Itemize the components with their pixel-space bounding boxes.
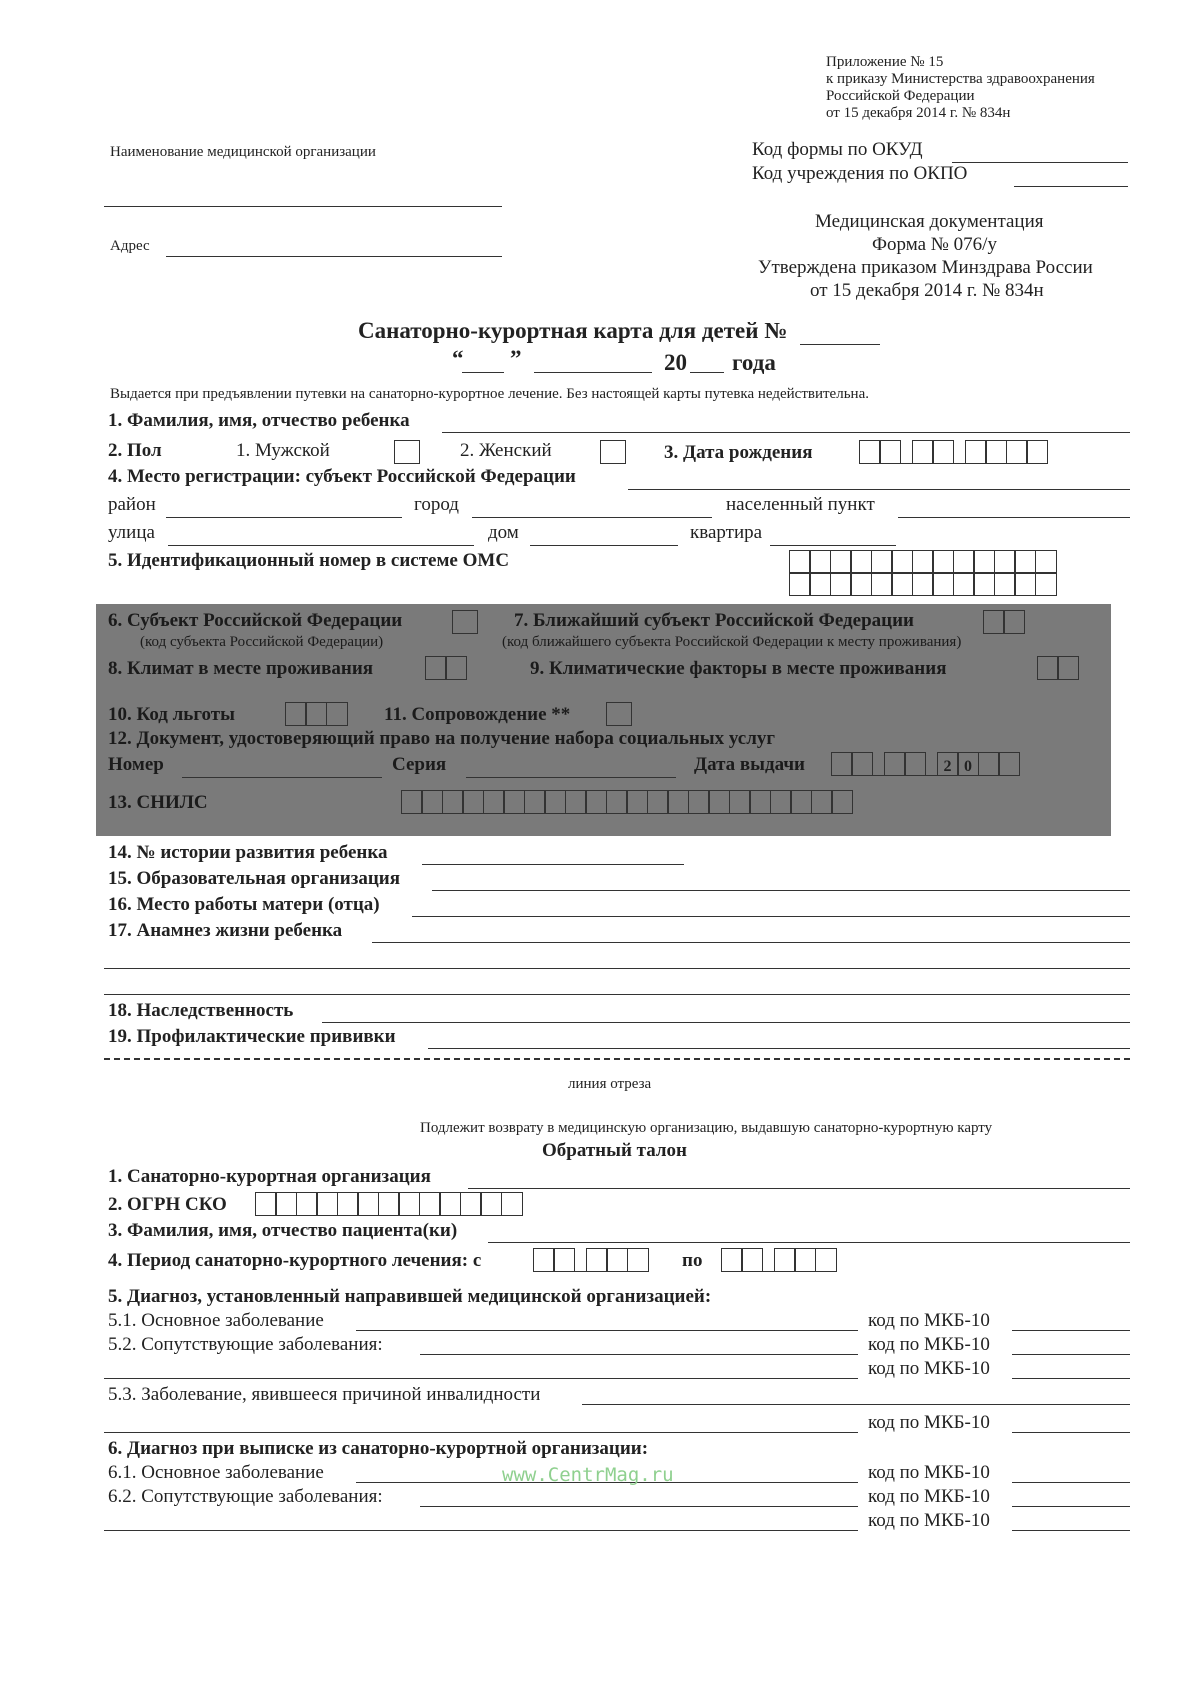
- locality-label: населенный пункт: [726, 494, 875, 515]
- field-6-sublabel: (код субъекта Российской Федерации): [140, 634, 384, 650]
- field-12-label: 12. Документ, удостоверяющий право на получение набора социальных услуг: [108, 728, 775, 749]
- female-checkbox[interactable]: [600, 440, 626, 464]
- mkb-label-62a: код по МКБ-10: [868, 1486, 990, 1507]
- coupon-field-3-label: 3. Фамилия, имя, отчество пациента(ки): [108, 1220, 458, 1241]
- field-17-line-3[interactable]: [104, 994, 1130, 995]
- date-open-quote: “: [452, 346, 464, 371]
- field-1-line[interactable]: [442, 432, 1130, 433]
- coupon-title: Обратный талон: [542, 1140, 688, 1161]
- issue-year-digit-1: 2: [937, 752, 959, 776]
- doc-block-1: Медицинская документация: [815, 211, 1044, 232]
- cut-dashed-line: [104, 1058, 1130, 1060]
- okud-label: Код формы по ОКУД: [752, 139, 923, 160]
- mkb-label-52a: код по МКБ-10: [868, 1334, 990, 1355]
- field-1-label: 1. Фамилия, имя, отчество ребенка: [108, 410, 410, 431]
- coupon-field-51-line[interactable]: [356, 1330, 858, 1331]
- mkb-label-61: код по МКБ-10: [868, 1462, 990, 1483]
- coupon-field-62-line[interactable]: [420, 1506, 858, 1507]
- issue-date-cells[interactable]: [832, 752, 1020, 776]
- field-17-line-2[interactable]: [104, 968, 1130, 969]
- mkb-line-61[interactable]: [1012, 1482, 1130, 1483]
- coupon-field-52-line[interactable]: [420, 1354, 858, 1355]
- coupon-field-53-line[interactable]: [582, 1404, 1130, 1405]
- year-prefix: 20: [664, 350, 687, 375]
- field-18-line[interactable]: [322, 1022, 1130, 1023]
- street-line[interactable]: [168, 545, 474, 546]
- card-number-line[interactable]: [800, 344, 880, 345]
- mkb-line-52b[interactable]: [1012, 1378, 1130, 1379]
- coupon-field-53-label: 5.3. Заболевание, явившееся причиной инвалидности: [108, 1384, 541, 1405]
- mkb-line-62a[interactable]: [1012, 1506, 1130, 1507]
- coupon-field-62-label: 6.2. Сопутствующие заболевания:: [108, 1486, 383, 1507]
- coupon-field-4-label: 4. Период санаторно-курортного лечения: с: [108, 1250, 482, 1271]
- field-7-sublabel: (код ближайшего субъекта Российской Федерации к месту проживания): [502, 634, 962, 650]
- field-17-line-1[interactable]: [372, 942, 1130, 943]
- org-name-line[interactable]: [104, 206, 502, 207]
- date-close-quote: ”: [510, 346, 522, 371]
- district-label: район: [108, 494, 156, 515]
- city-line[interactable]: [472, 517, 712, 518]
- city-label: город: [414, 494, 459, 515]
- mkb-label-52b: код по МКБ-10: [868, 1358, 990, 1379]
- apartment-label: квартира: [690, 522, 763, 543]
- field-5-label: 5. Идентификационный номер в системе ОМС: [108, 550, 510, 571]
- period-to-cells[interactable]: [722, 1248, 837, 1272]
- field-8-label: 8. Климат в месте проживания: [108, 658, 374, 679]
- appendix-line-2: к приказу Министерства здравоохранения: [826, 71, 1095, 87]
- watermark: www.CentrMag.ru: [502, 1464, 674, 1486]
- page-title: Санаторно-курортная карта для детей №: [358, 318, 788, 343]
- coupon-field-1-label: 1. Санаторно-курортная организация: [108, 1166, 431, 1187]
- mkb-label-51: код по МКБ-10: [868, 1310, 990, 1331]
- cut-line-label: линия отреза: [568, 1076, 652, 1092]
- address-label: Адрес: [110, 238, 150, 254]
- birth-date-cells[interactable]: [860, 440, 1048, 464]
- field-8-cells[interactable]: [426, 656, 467, 680]
- female-label: 2. Женский: [460, 440, 552, 461]
- okpo-line[interactable]: [1014, 186, 1128, 187]
- male-label: 1. Мужской: [236, 440, 330, 461]
- field-14-line[interactable]: [422, 864, 684, 865]
- field-13-label: 13. СНИЛС: [108, 792, 208, 813]
- appendix-line-3: Российской Федерации: [826, 88, 975, 104]
- mkb-label-53: код по МКБ-10: [868, 1412, 990, 1433]
- field-7-cells[interactable]: [984, 610, 1025, 634]
- field-10-label: 10. Код льготы: [108, 704, 235, 725]
- year-line[interactable]: [690, 372, 724, 373]
- snils-cells[interactable]: [402, 790, 853, 814]
- field-14-label: 14. № истории развития ребенка: [108, 842, 388, 863]
- coupon-field-5-label: 5. Диагноз, установленный направившей медицинской организацией:: [108, 1286, 712, 1307]
- period-to-label: по: [682, 1250, 703, 1271]
- org-name-label: Наименование медицинской организации: [110, 144, 376, 160]
- field-10-cells[interactable]: [286, 702, 348, 726]
- number-label: Номер: [108, 754, 164, 775]
- district-line[interactable]: [166, 517, 402, 518]
- field-15-line[interactable]: [432, 890, 1130, 891]
- locality-line[interactable]: [898, 517, 1130, 518]
- house-label: дом: [488, 522, 519, 543]
- doc-block-4: от 15 декабря 2014 г. № 834н: [810, 280, 1044, 301]
- field-11-label: 11. Сопровождение **: [384, 704, 571, 725]
- field-3-label: 3. Дата рождения: [664, 442, 813, 463]
- field-7-label: 7. Ближайший субъект Российской Федерации: [514, 610, 915, 631]
- field-19-line[interactable]: [428, 1048, 1130, 1049]
- okud-line[interactable]: [952, 162, 1128, 163]
- field-4-line[interactable]: [628, 489, 1130, 490]
- coupon-field-1-line[interactable]: [468, 1188, 1130, 1189]
- series-line[interactable]: [466, 777, 676, 778]
- coupon-field-52-label: 5.2. Сопутствующие заболевания:: [108, 1334, 383, 1355]
- male-checkbox[interactable]: [394, 440, 420, 464]
- appendix-line-4: от 15 декабря 2014 г. № 834н: [826, 105, 1011, 121]
- ogrn-cells[interactable]: [256, 1192, 523, 1216]
- date-month-line[interactable]: [534, 372, 652, 373]
- field-18-label: 18. Наследственность: [108, 1000, 294, 1021]
- oms-cells-row-2[interactable]: [790, 572, 1057, 596]
- mkb-line-53[interactable]: [1012, 1432, 1130, 1433]
- coupon-field-53-line-2[interactable]: [104, 1432, 858, 1433]
- mkb-line-52a[interactable]: [1012, 1354, 1130, 1355]
- issue-year-digit-2: 0: [957, 752, 979, 776]
- field-11-box[interactable]: [606, 702, 632, 726]
- doc-block-3: Утверждена приказом Минздрава России: [758, 257, 1093, 278]
- validity-note: Выдается при предъявлении путевки на санаторно-курортное лечение. Без настоящей карты путевка недействительна.: [110, 386, 869, 402]
- field-9-label: 9. Климатические факторы в месте проживания: [530, 658, 947, 679]
- mkb-label-62b: код по МКБ-10: [868, 1510, 990, 1531]
- period-from-cells[interactable]: [534, 1248, 649, 1272]
- field-2-label: 2. Пол: [108, 440, 162, 461]
- coupon-field-62-line-2[interactable]: [104, 1530, 858, 1531]
- appendix-line-1: Приложение № 15: [826, 54, 944, 70]
- field-4-label: 4. Место регистрации: субъект Российской Федерации: [108, 466, 576, 487]
- date-day-line[interactable]: [462, 372, 504, 373]
- doc-block-2: Форма № 076/у: [872, 234, 997, 255]
- number-line[interactable]: [182, 777, 382, 778]
- mkb-line-62b[interactable]: [1012, 1530, 1130, 1531]
- okpo-label: Код учреждения по ОКПО: [752, 163, 968, 184]
- oms-cells-row-1[interactable]: [790, 550, 1057, 574]
- address-line[interactable]: [166, 256, 502, 257]
- field-15-label: 15. Образовательная организация: [108, 868, 401, 889]
- field-17-label: 17. Анамнез жизни ребенка: [108, 920, 343, 941]
- field-6-box[interactable]: [452, 610, 478, 634]
- field-16-line[interactable]: [412, 916, 1130, 917]
- street-label: улица: [108, 522, 155, 543]
- coupon-field-2-label: 2. ОГРН СКО: [108, 1194, 227, 1215]
- return-note: Подлежит возврату в медицинскую организацию, выдавшую санаторно-курортную карту: [420, 1120, 993, 1136]
- field-19-label: 19. Профилактические прививки: [108, 1026, 396, 1047]
- field-6-label: 6. Субъект Российской Федерации: [108, 610, 403, 631]
- coupon-field-3-line[interactable]: [488, 1242, 1130, 1243]
- coupon-field-51-label: 5.1. Основное заболевание: [108, 1310, 324, 1331]
- series-label: Серия: [392, 754, 447, 775]
- house-line[interactable]: [530, 545, 678, 546]
- mkb-line-51[interactable]: [1012, 1330, 1130, 1331]
- field-9-cells[interactable]: [1038, 656, 1079, 680]
- coupon-field-61-label: 6.1. Основное заболевание: [108, 1462, 324, 1483]
- year-suffix: года: [732, 350, 776, 375]
- coupon-field-52-line-2[interactable]: [104, 1378, 858, 1379]
- coupon-field-6-label: 6. Диагноз при выписке из санаторно-курортной организации:: [108, 1438, 649, 1459]
- issue-date-label: Дата выдачи: [694, 754, 806, 775]
- apartment-line[interactable]: [770, 545, 896, 546]
- field-16-label: 16. Место работы матери (отца): [108, 894, 380, 915]
